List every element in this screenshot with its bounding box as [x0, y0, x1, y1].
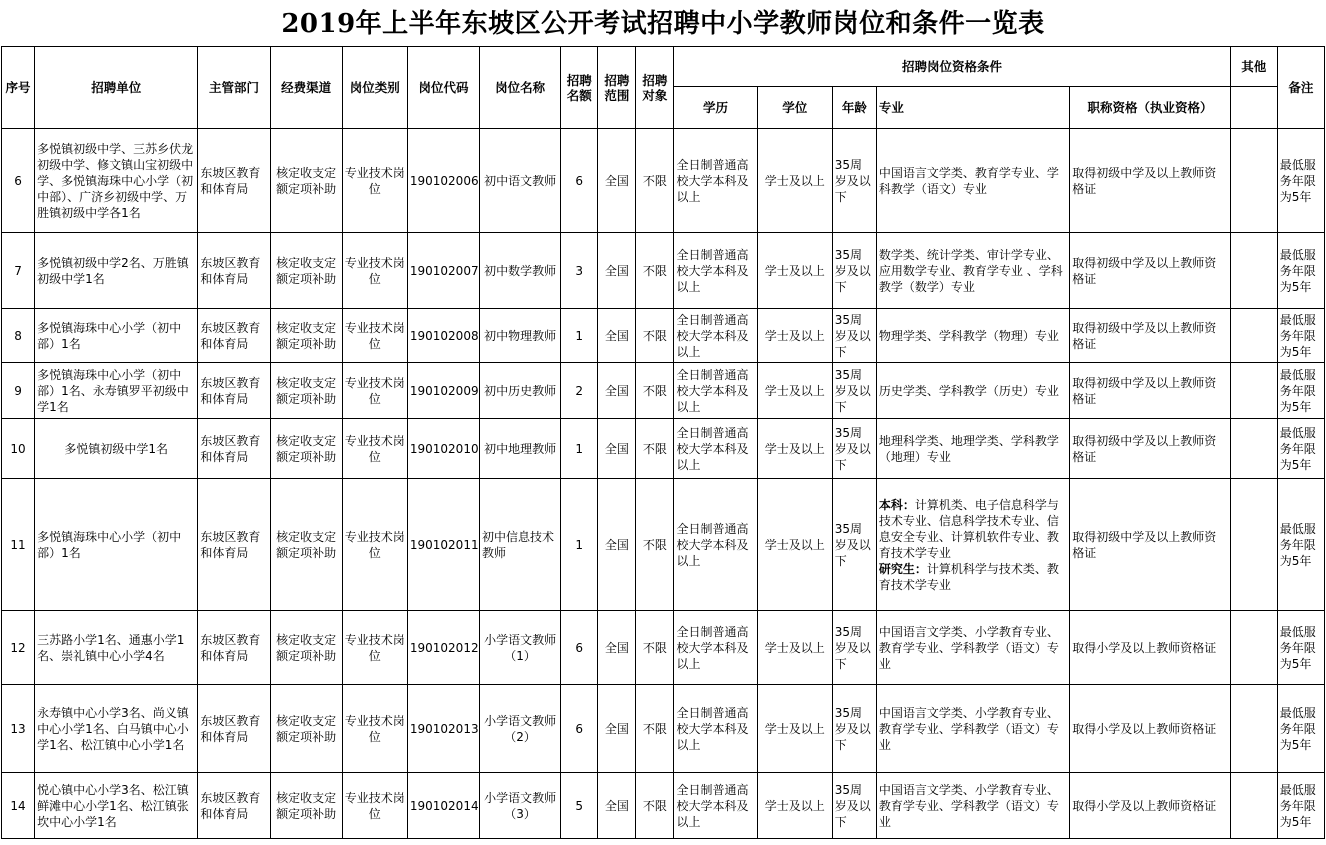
cell-remark: 最低服务年限为5年	[1277, 685, 1324, 773]
cell-position: 小学语文教师（1）	[480, 611, 561, 685]
cell-remark: 最低服务年限为5年	[1277, 363, 1324, 419]
cell-major: 中国语言文学类、教育学专业、学科教学（语文）专业	[876, 129, 1069, 233]
cell-age: 35周岁及以下	[832, 309, 876, 363]
page-title: 2019年上半年东坡区公开考试招聘中小学教师岗位和条件一览表	[281, 9, 1045, 39]
cell-scope: 全国	[598, 233, 636, 309]
cell-scope: 全国	[598, 685, 636, 773]
col-header-other: 其他	[1230, 47, 1277, 87]
cell-other	[1230, 685, 1277, 773]
cell-code: 190102008	[407, 309, 479, 363]
cell-major: 中国语言文学类、小学教育专业、教育学专业、学科教学（语文）专业	[876, 685, 1069, 773]
cell-age: 35周岁及以下	[832, 611, 876, 685]
cell-major: 历史学类、学科教学（历史）专业	[876, 363, 1069, 419]
cell-funding: 核定收支定额定项补助	[270, 685, 342, 773]
cell-scope: 全国	[598, 309, 636, 363]
cell-dept: 东坡区教育和体育局	[198, 611, 270, 685]
cell-title-cert: 取得小学及以上教师资格证	[1070, 773, 1230, 839]
cell-category: 专业技术岗位	[342, 363, 407, 419]
cell-quota: 1	[561, 419, 598, 479]
cell-major: 中国语言文学类、小学教育专业、教育学专业、学科教学（语文）专业	[876, 773, 1069, 839]
cell-other	[1230, 363, 1277, 419]
cell-degree: 学士及以上	[757, 419, 832, 479]
cell-education: 全日制普通高校大学本科及以上	[674, 129, 757, 233]
cell-seq: 14	[2, 773, 35, 839]
cell-education: 全日制普通高校大学本科及以上	[674, 309, 757, 363]
cell-degree: 学士及以上	[757, 129, 832, 233]
cell-title-cert: 取得初级中学及以上教师资格证	[1070, 363, 1230, 419]
cell-quota: 6	[561, 685, 598, 773]
table-row	[2, 129, 1325, 233]
cell-title-cert: 取得初级中学及以上教师资格证	[1070, 129, 1230, 233]
cell-degree: 学士及以上	[757, 611, 832, 685]
cell-seq: 7	[2, 233, 35, 309]
cell-other	[1230, 309, 1277, 363]
cell-age: 35周岁及以下	[832, 363, 876, 419]
col-header-scope: 招聘范围	[598, 47, 636, 129]
cell-dept: 东坡区教育和体育局	[198, 773, 270, 839]
header-row-1	[2, 47, 1325, 87]
cell-target: 不限	[636, 233, 674, 309]
cell-target: 不限	[636, 129, 674, 233]
col-header-unit: 招聘单位	[35, 47, 198, 129]
cell-code: 190102010	[407, 419, 479, 479]
cell-unit: 多悦镇海珠中心小学（初中部）1名、永寿镇罗平初级中学1名	[35, 363, 198, 419]
major-text-graduate: 计算机科学与技术类、教育技术学专业	[878, 561, 1059, 592]
cell-title-cert: 取得小学及以上教师资格证	[1070, 611, 1230, 685]
table-row	[2, 309, 1325, 363]
cell-position: 小学语文教师（3）	[480, 773, 561, 839]
cell-remark: 最低服务年限为5年	[1277, 233, 1324, 309]
col-header-position: 岗位名称	[480, 47, 561, 129]
cell-funding: 核定收支定额定项补助	[270, 479, 342, 611]
cell-category: 专业技术岗位	[342, 233, 407, 309]
cell-quota: 1	[561, 479, 598, 611]
cell-category: 专业技术岗位	[342, 129, 407, 233]
cell-other	[1230, 419, 1277, 479]
cell-remark: 最低服务年限为5年	[1277, 129, 1324, 233]
cell-code: 190102011	[407, 479, 479, 611]
cell-seq: 9	[2, 363, 35, 419]
cell-position: 初中物理教师	[480, 309, 561, 363]
cell-scope: 全国	[598, 363, 636, 419]
cell-position: 小学语文教师（2）	[480, 685, 561, 773]
cell-education: 全日制普通高校大学本科及以上	[674, 611, 757, 685]
cell-age: 35周岁及以下	[832, 419, 876, 479]
cell-target: 不限	[636, 479, 674, 611]
major-label-graduate: 研究生：	[878, 561, 927, 576]
cell-category: 专业技术岗位	[342, 685, 407, 773]
cell-quota: 5	[561, 773, 598, 839]
cell-remark: 最低服务年限为5年	[1277, 419, 1324, 479]
col-header-remark: 备注	[1277, 47, 1324, 129]
major-label-undergrad: 本科：	[878, 497, 915, 512]
col-header-title-cert: 职称资格（执业资格）	[1070, 87, 1230, 129]
cell-unit: 多悦镇初级中学2名、万胜镇初级中学1名	[35, 233, 198, 309]
cell-degree: 学士及以上	[757, 309, 832, 363]
cell-dept: 东坡区教育和体育局	[198, 363, 270, 419]
cell-funding: 核定收支定额定项补助	[270, 363, 342, 419]
col-header-major: 专业	[876, 87, 1069, 129]
cell-target: 不限	[636, 773, 674, 839]
cell-unit: 多悦镇海珠中心小学（初中部）1名	[35, 309, 198, 363]
col-header-other-blank	[1230, 87, 1277, 129]
cell-quota: 3	[561, 233, 598, 309]
cell-other	[1230, 611, 1277, 685]
cell-unit: 多悦镇初级中学1名	[35, 419, 198, 479]
cell-dept: 东坡区教育和体育局	[198, 129, 270, 233]
cell-education: 全日制普通高校大学本科及以上	[674, 685, 757, 773]
cell-degree: 学士及以上	[757, 479, 832, 611]
cell-education: 全日制普通高校大学本科及以上	[674, 773, 757, 839]
cell-scope: 全国	[598, 129, 636, 233]
table-row	[2, 773, 1325, 839]
cell-scope: 全国	[598, 419, 636, 479]
cell-degree: 学士及以上	[757, 363, 832, 419]
cell-other	[1230, 479, 1277, 611]
col-header-quota: 招聘名额	[561, 47, 598, 129]
cell-age: 35周岁及以下	[832, 773, 876, 839]
cell-seq: 10	[2, 419, 35, 479]
cell-education: 全日制普通高校大学本科及以上	[674, 233, 757, 309]
cell-scope: 全国	[598, 611, 636, 685]
cell-code: 190102007	[407, 233, 479, 309]
cell-education: 全日制普通高校大学本科及以上	[674, 479, 757, 611]
col-header-funding: 经费渠道	[270, 47, 342, 129]
cell-major	[876, 479, 1069, 611]
cell-other	[1230, 773, 1277, 839]
col-header-seq: 序号	[2, 47, 35, 129]
cell-position: 初中地理教师	[480, 419, 561, 479]
cell-age: 35周岁及以下	[832, 479, 876, 611]
cell-code: 190102013	[407, 685, 479, 773]
cell-dept: 东坡区教育和体育局	[198, 233, 270, 309]
col-header-qualifications: 招聘岗位资格条件	[674, 47, 1230, 87]
table-row	[2, 685, 1325, 773]
cell-major: 物理学类、学科教学（物理）专业	[876, 309, 1069, 363]
table-row	[2, 363, 1325, 419]
cell-scope: 全国	[598, 773, 636, 839]
cell-title-cert: 取得初级中学及以上教师资格证	[1070, 479, 1230, 611]
cell-code: 190102006	[407, 129, 479, 233]
cell-remark: 最低服务年限为5年	[1277, 479, 1324, 611]
table-row	[2, 233, 1325, 309]
cell-position: 初中语文教师	[480, 129, 561, 233]
cell-age: 35周岁及以下	[832, 685, 876, 773]
cell-target: 不限	[636, 611, 674, 685]
positions-table	[1, 46, 1325, 839]
cell-major: 地理科学类、地理学类、学科教学（地理）专业	[876, 419, 1069, 479]
cell-code: 190102012	[407, 611, 479, 685]
cell-target: 不限	[636, 363, 674, 419]
cell-degree: 学士及以上	[757, 685, 832, 773]
cell-category: 专业技术岗位	[342, 419, 407, 479]
cell-position: 初中信息技术教师	[480, 479, 561, 611]
cell-education: 全日制普通高校大学本科及以上	[674, 363, 757, 419]
table-row	[2, 419, 1325, 479]
cell-major: 中国语言文学类、小学教育专业、教育学专业、学科教学（语文）专业	[876, 611, 1069, 685]
cell-dept: 东坡区教育和体育局	[198, 419, 270, 479]
cell-unit: 悦心镇中心小学3名、松江镇鲜滩中心小学1名、松江镇张坎中心小学1名	[35, 773, 198, 839]
cell-target: 不限	[636, 309, 674, 363]
col-header-education: 学历	[674, 87, 757, 129]
cell-degree: 学士及以上	[757, 233, 832, 309]
cell-seq: 11	[2, 479, 35, 611]
col-header-code: 岗位代码	[407, 47, 479, 129]
cell-category: 专业技术岗位	[342, 611, 407, 685]
cell-unit: 三苏路小学1名、通惠小学1名、崇礼镇中心小学4名	[35, 611, 198, 685]
table-row	[2, 479, 1325, 611]
table-row	[2, 611, 1325, 685]
cell-seq: 13	[2, 685, 35, 773]
cell-funding: 核定收支定额定项补助	[270, 129, 342, 233]
cell-title-cert: 取得初级中学及以上教师资格证	[1070, 233, 1230, 309]
cell-degree: 学士及以上	[757, 773, 832, 839]
cell-target: 不限	[636, 685, 674, 773]
cell-title-cert: 取得初级中学及以上教师资格证	[1070, 309, 1230, 363]
cell-remark: 最低服务年限为5年	[1277, 773, 1324, 839]
cell-dept: 东坡区教育和体育局	[198, 479, 270, 611]
cell-title-cert: 取得初级中学及以上教师资格证	[1070, 419, 1230, 479]
cell-code: 190102009	[407, 363, 479, 419]
cell-funding: 核定收支定额定项补助	[270, 309, 342, 363]
col-header-age: 年龄	[832, 87, 876, 129]
cell-remark: 最低服务年限为5年	[1277, 611, 1324, 685]
cell-education: 全日制普通高校大学本科及以上	[674, 419, 757, 479]
cell-dept: 东坡区教育和体育局	[198, 309, 270, 363]
cell-unit: 多悦镇初级中学、三苏乡伏龙初级中学、修文镇山宝初级中学、多悦镇海珠中心小学（初中部）、广济乡初级中学、万胜镇初级中学各1名	[35, 129, 198, 233]
cell-position: 初中历史教师	[480, 363, 561, 419]
cell-scope: 全国	[598, 479, 636, 611]
cell-other	[1230, 233, 1277, 309]
cell-age: 35周岁及以下	[832, 129, 876, 233]
cell-code: 190102014	[407, 773, 479, 839]
cell-quota: 2	[561, 363, 598, 419]
col-header-degree: 学位	[757, 87, 832, 129]
cell-category: 专业技术岗位	[342, 479, 407, 611]
cell-quota: 6	[561, 129, 598, 233]
cell-funding: 核定收支定额定项补助	[270, 773, 342, 839]
cell-other	[1230, 129, 1277, 233]
col-header-target: 招聘对象	[636, 47, 674, 129]
cell-funding: 核定收支定额定项补助	[270, 419, 342, 479]
cell-title-cert: 取得小学及以上教师资格证	[1070, 685, 1230, 773]
cell-category: 专业技术岗位	[342, 309, 407, 363]
cell-quota: 6	[561, 611, 598, 685]
cell-remark: 最低服务年限为5年	[1277, 309, 1324, 363]
cell-funding: 核定收支定额定项补助	[270, 233, 342, 309]
cell-funding: 核定收支定额定项补助	[270, 611, 342, 685]
cell-major: 数学类、统计学类、审计学专业、应用数学专业、教育学专业 、学科教学（数学）专业	[876, 233, 1069, 309]
cell-target: 不限	[636, 419, 674, 479]
cell-seq: 12	[2, 611, 35, 685]
cell-age: 35周岁及以下	[832, 233, 876, 309]
cell-dept: 东坡区教育和体育局	[198, 685, 270, 773]
col-header-dept: 主管部门	[198, 47, 270, 129]
cell-unit: 多悦镇海珠中心小学（初中部）1名	[35, 479, 198, 611]
col-header-category: 岗位类别	[342, 47, 407, 129]
cell-category: 专业技术岗位	[342, 773, 407, 839]
cell-unit: 永寿镇中心小学3名、尚义镇中心小学1名、白马镇中心小学1名、松江镇中心小学1名	[35, 685, 198, 773]
cell-seq: 6	[2, 129, 35, 233]
cell-quota: 1	[561, 309, 598, 363]
cell-seq: 8	[2, 309, 35, 363]
cell-position: 初中数学教师	[480, 233, 561, 309]
major-text-undergrad: 计算机类、电子信息科学与技术专业、信息科学技术专业、信息安全专业、计算机软件专业、教育技术学专业	[878, 497, 1059, 560]
